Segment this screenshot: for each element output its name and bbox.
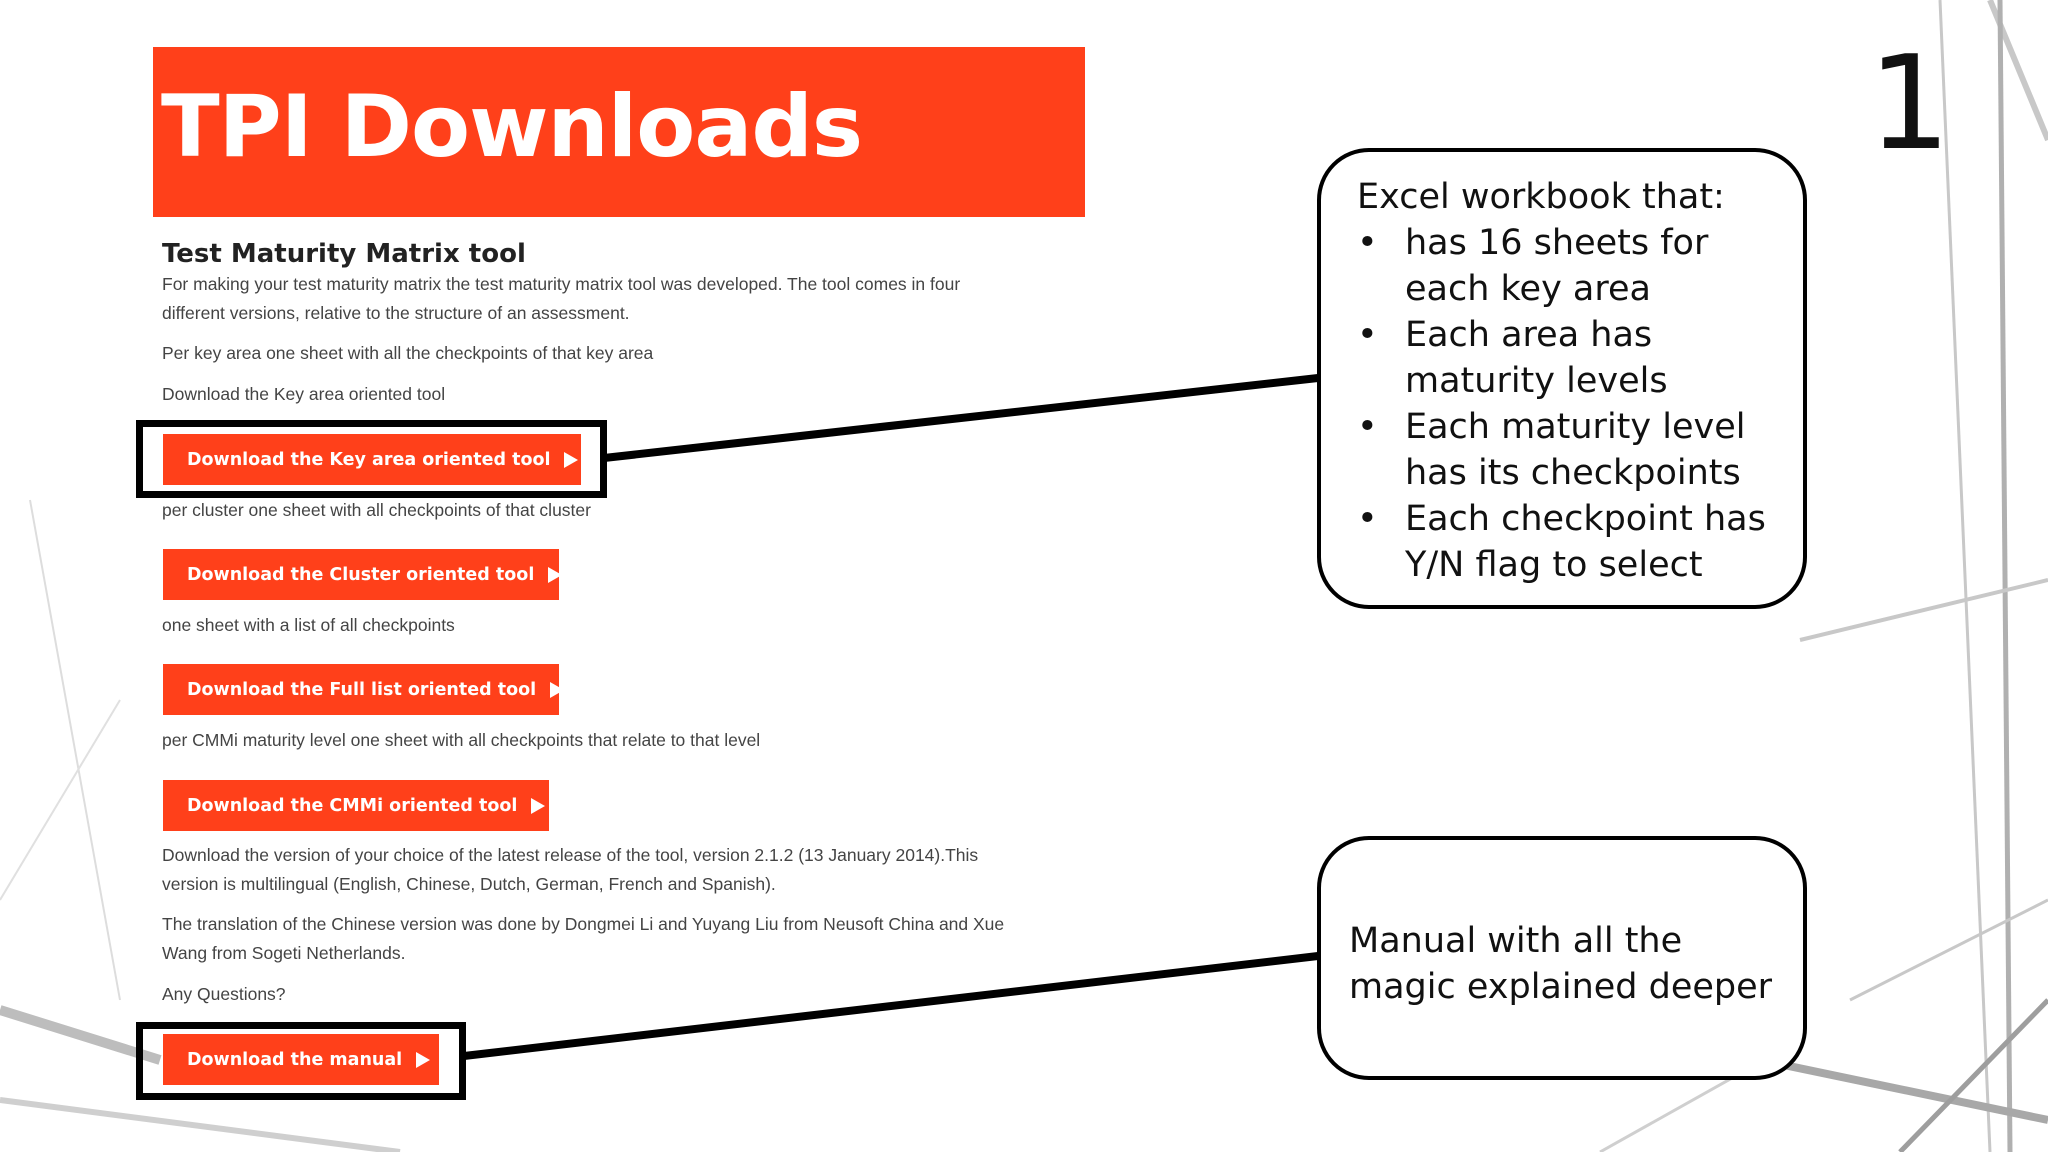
version-line-2: version is multilingual (English, Chinese, Dutch, German, French and Spanish).	[162, 874, 776, 894]
section-title: Test Maturity Matrix tool	[162, 239, 526, 269]
version-text	[162, 841, 1082, 899]
download-cmmi-label: Download the CMMi oriented tool	[187, 795, 518, 816]
highlight-key-area-button	[136, 420, 607, 498]
version-line-1: Download the version of your choice of the latest release of the tool, version 2.1.2 (13 January 2014).This	[162, 845, 979, 865]
download-cmmi-button[interactable]	[163, 780, 549, 831]
manual-callout-text: Manual with all the magic explained deeper	[1349, 921, 1773, 1007]
translation-line-2: Wang from Sogeti Netherlands.	[162, 943, 406, 963]
download-cluster-button[interactable]	[163, 549, 559, 600]
translation-text	[162, 910, 1082, 968]
translation-line-1: The translation of the Chinese version was done by Dongmei Li and Yuyang Liu from Neusoft China and Xue	[162, 914, 1005, 934]
key-area-description: Per key area one sheet with all the checkpoints of that key area	[162, 343, 654, 363]
intro-line-2: different versions, relative to the structure of an assessment.	[162, 303, 630, 323]
workbook-callout-list	[1357, 220, 1783, 588]
slide-title: TPI Downloads	[161, 77, 863, 177]
download-cluster-label: Download the Cluster oriented tool	[187, 564, 535, 585]
intro-text	[162, 270, 1082, 328]
workbook-callout	[1317, 148, 1807, 609]
title-banner	[153, 47, 1085, 217]
download-full-list-label: Download the Full list oriented tool	[187, 679, 537, 700]
download-full-list-button[interactable]	[163, 664, 559, 715]
manual-callout	[1317, 836, 1807, 1080]
key-area-intro: Download the Key area oriented tool	[162, 384, 446, 404]
highlight-manual-button	[136, 1022, 466, 1100]
intro-line-1: For making your test maturity matrix the test maturity matrix tool was developed. The tool comes in four	[162, 274, 961, 294]
cmmi-description: per CMMi maturity level one sheet with all checkpoints that relate to that level	[162, 730, 761, 750]
workbook-bullet: • has 16 sheets for each key area	[1357, 220, 1783, 312]
play-arrow-icon	[531, 798, 545, 814]
download-manual-label: Download the manual	[187, 1049, 403, 1070]
workbook-bullet: • Each maturity level has its checkpoints	[1357, 404, 1783, 496]
workbook-bullet: • Each checkpoint has Y/N flag to select	[1357, 496, 1783, 588]
slide-number: 1	[1868, 27, 1951, 179]
play-arrow-icon	[550, 682, 564, 698]
full-list-description: one sheet with a list of all checkpoints	[162, 615, 455, 635]
cluster-description: per cluster one sheet with all checkpoints of that cluster	[162, 500, 591, 520]
download-key-area-label: Download the Key area oriented tool	[187, 449, 551, 470]
play-arrow-icon	[548, 567, 562, 583]
workbook-bullet: • Each area has maturity levels	[1357, 312, 1783, 404]
workbook-callout-heading: Excel workbook that:	[1357, 177, 1725, 217]
questions-text: Any Questions?	[162, 984, 286, 1004]
